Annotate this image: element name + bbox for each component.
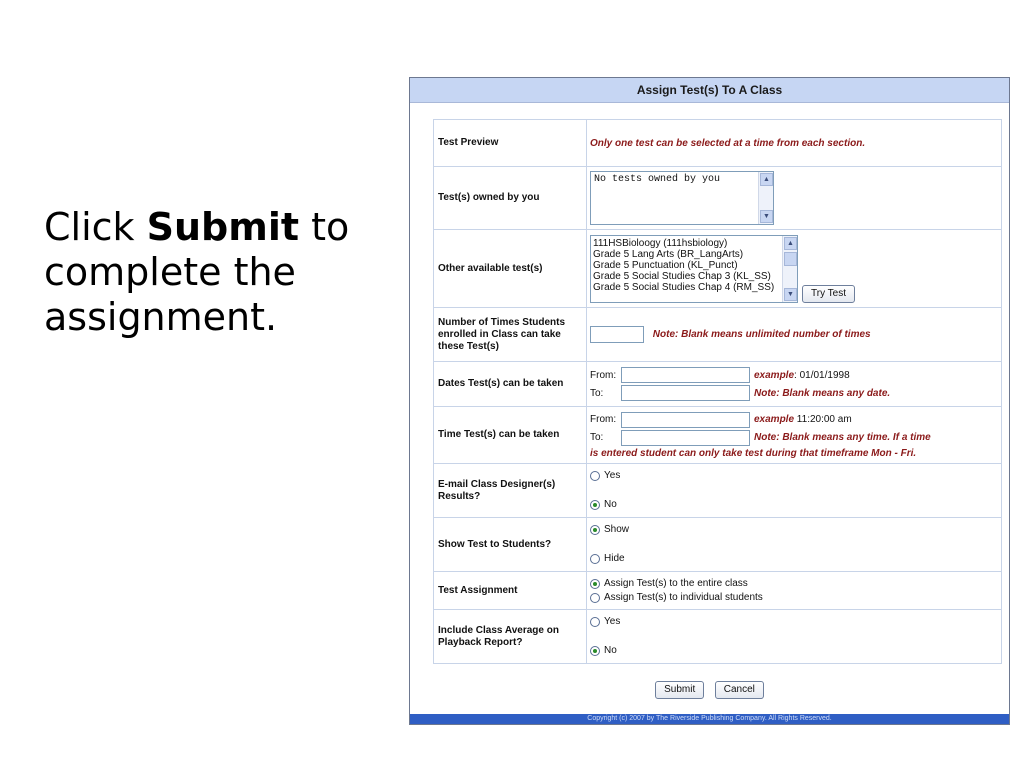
owned-tests-scrollbar[interactable]: [758, 172, 773, 224]
hide-option-label: Hide: [604, 553, 625, 564]
dates-example-label: example: [754, 369, 795, 381]
time-to-input[interactable]: [621, 430, 750, 446]
row-dates: [434, 362, 1002, 407]
dates-label: Dates Test(s) can be taken: [434, 362, 587, 407]
caption-bold: Submit: [146, 205, 300, 249]
average-no-label: No: [604, 645, 617, 656]
scroll-up-icon[interactable]: ▲: [760, 173, 773, 186]
email-yes-label: Yes: [604, 470, 621, 481]
list-item[interactable]: 111HSBioloogy (111hsbiology): [593, 237, 728, 249]
average-no-option[interactable]: [590, 645, 998, 657]
cancel-button[interactable]: Cancel: [715, 681, 764, 699]
assign-entire-label: Assign Test(s) to the entire class: [604, 577, 748, 589]
scroll-up-icon[interactable]: ▲: [784, 237, 797, 250]
submit-button[interactable]: Submit: [655, 681, 704, 699]
scroll-down-icon[interactable]: ▼: [784, 288, 797, 301]
time-example-value: 11:20:00 am: [794, 414, 852, 425]
caption-suffix: to complete the assignment.: [44, 205, 350, 339]
dates-to-label: To:: [590, 387, 604, 399]
email-no-label: No: [604, 499, 617, 510]
assign-individual-option[interactable]: [590, 592, 998, 604]
time-from-input[interactable]: [621, 412, 750, 428]
class-average-label: Include Class Average on Playback Report?: [434, 610, 587, 664]
scroll-thumb[interactable]: [784, 252, 797, 266]
average-yes-label: Yes: [604, 616, 621, 627]
window-title: Assign Test(s) To A Class: [410, 78, 1009, 103]
email-no-option[interactable]: [590, 499, 998, 511]
row-email-results: [434, 464, 1002, 518]
row-time: [434, 407, 1002, 464]
show-option-label: Show: [604, 524, 630, 535]
hide-option[interactable]: [590, 553, 998, 565]
row-test-preview: [434, 120, 1002, 167]
list-item[interactable]: Grade 5 Lang Arts (BR_LangArts): [593, 248, 744, 260]
list-item[interactable]: Grade 5 Punctuation (KL_Punct): [593, 259, 738, 271]
dates-to-input[interactable]: [621, 385, 750, 401]
try-test-button[interactable]: Try Test: [802, 285, 855, 303]
test-preview-label: Test Preview: [434, 120, 587, 167]
dates-example-value: : 01/01/1998: [794, 369, 850, 381]
radio-selected-icon[interactable]: [590, 646, 600, 656]
caption-prefix: Click: [44, 205, 147, 249]
scroll-down-icon[interactable]: ▼: [760, 210, 773, 223]
row-test-assignment: [434, 572, 1002, 610]
owned-tests-listbox[interactable]: [590, 171, 774, 225]
test-preview-note: Only one test can be selected at a time from each section.: [590, 137, 866, 149]
assign-tests-window: [409, 77, 1010, 725]
email-results-label: E-mail Class Designer(s) Results?: [434, 464, 587, 518]
show-test-label: Show Test to Students?: [434, 518, 587, 572]
other-tests-scrollbar[interactable]: [782, 236, 797, 302]
time-example-label: example: [754, 414, 795, 425]
radio-icon[interactable]: [590, 593, 600, 603]
average-yes-option[interactable]: [590, 616, 998, 628]
radio-icon[interactable]: [590, 471, 600, 481]
assign-entire-option[interactable]: [590, 578, 998, 590]
form-buttons: [410, 679, 1009, 699]
number-of-times-label: Number of Times Students enrolled in Class can take these Test(s): [434, 308, 587, 362]
email-yes-option[interactable]: [590, 470, 998, 482]
radio-selected-icon[interactable]: [590, 525, 600, 535]
other-tests-listbox[interactable]: [590, 235, 798, 303]
instruction-caption: [44, 205, 384, 340]
dates-from-input[interactable]: [621, 367, 750, 383]
other-tests-label: Other available test(s): [434, 230, 587, 308]
row-other-tests: [434, 230, 1002, 308]
list-item[interactable]: Grade 5 Social Studies Chap 3 (KL_SS): [593, 270, 771, 282]
time-label: Time Test(s) can be taken: [434, 407, 587, 464]
assign-individual-label: Assign Test(s) to individual students: [604, 591, 763, 603]
time-from-label: From:: [590, 414, 617, 425]
dates-note: Note: Blank means any date.: [754, 387, 891, 399]
show-option[interactable]: [590, 524, 998, 536]
time-to-label: To:: [590, 432, 604, 443]
owned-tests-label: Test(s) owned by you: [434, 167, 587, 230]
row-owned-tests: [434, 167, 1002, 230]
time-note-line1: Note: Blank means any time. If a time: [754, 432, 931, 443]
test-assignment-label: Test Assignment: [434, 572, 587, 610]
assign-form-table: [433, 119, 1002, 664]
number-of-times-input[interactable]: [590, 326, 644, 343]
time-note-line2: is entered student can only take test during that timeframe Mon - Fri.: [590, 447, 917, 459]
list-item[interactable]: Grade 5 Social Studies Chap 4 (RM_SS): [593, 281, 775, 293]
owned-tests-value: No tests owned by you: [594, 174, 721, 185]
row-number-of-times: [434, 308, 1002, 362]
copyright-bar: Copyright (c) 2007 by The Riverside Publishing Company. All Rights Reserved.: [410, 714, 1009, 724]
row-show-test: [434, 518, 1002, 572]
row-class-average: [434, 610, 1002, 664]
radio-selected-icon[interactable]: [590, 579, 600, 589]
radio-icon[interactable]: [590, 554, 600, 564]
radio-icon[interactable]: [590, 617, 600, 627]
number-of-times-note: Note: Blank means unlimited number of times: [652, 329, 871, 341]
dates-from-label: From:: [590, 369, 617, 381]
radio-selected-icon[interactable]: [590, 500, 600, 510]
